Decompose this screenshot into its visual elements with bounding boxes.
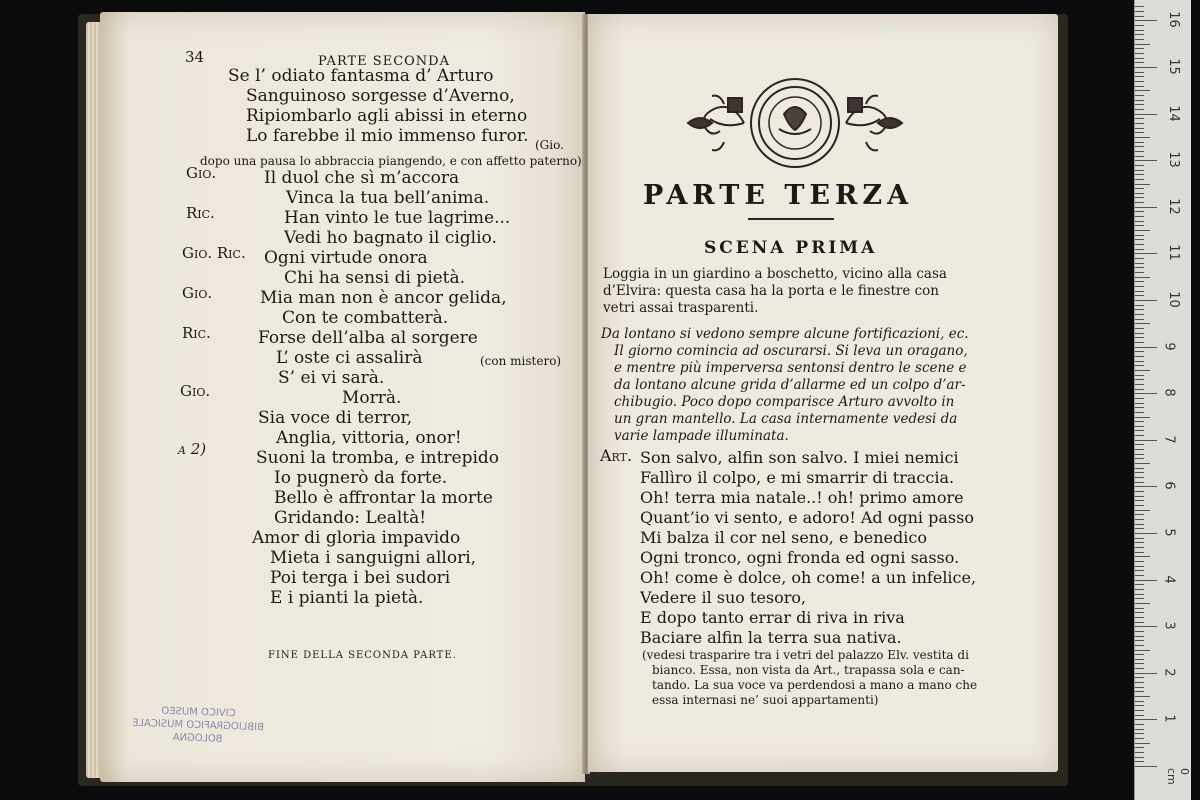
ruler-tick [1135,151,1144,152]
ruler-tick [1135,286,1144,287]
ruler-tick [1135,179,1144,180]
ruler-tick [1135,347,1157,348]
ruler-tick [1135,95,1144,96]
stage-direction: dopo una pausa lo abbraccia piangendo, e con affetto paterno) [200,154,582,168]
ruler-tick [1135,11,1144,12]
ruler-tick [1135,673,1157,674]
direction-line: varie lampade illuminata. [614,428,789,444]
ruler-tick [1135,100,1144,101]
part-end-note: FINE DELLA SECONDA PARTE. [268,650,457,661]
ruler-tick [1135,766,1157,767]
ruler-tick [1135,39,1144,40]
ruler-tick [1135,701,1144,702]
ruler-tick [1135,584,1144,585]
ruler-tick [1135,202,1144,203]
ruler-tick [1135,393,1157,394]
ruler-tick [1135,435,1144,436]
verse-line: Poi terga i bei sudori [270,568,451,588]
ruler-tick [1135,263,1144,264]
stamp-line: CIVICO MUSEO [161,705,236,720]
ruler-tick [1135,323,1150,324]
setting-line: vetri assai trasparenti. [603,300,759,316]
ruler-tick [1135,291,1144,292]
verse-line: Quant’io vi sento, e adoro! Ad ogni passo [640,508,974,527]
verse-line: Oh! terra mia natale..! oh! primo amore [640,488,964,507]
ruler-tick [1135,104,1144,105]
ruler-tick [1135,230,1150,231]
scene-heading: SCENA PRIMA [704,238,878,258]
verse-line: Sia voce di terror, [258,408,413,428]
ruler-tick [1135,449,1144,450]
ruler-tick [1135,524,1144,525]
ruler-tick [1135,528,1144,529]
ruler-tick [1135,53,1144,54]
ruler-tick [1135,25,1144,26]
ruler-tick [1135,6,1144,7]
ruler-tick [1135,365,1144,366]
ruler-tick [1135,319,1144,320]
ruler-tick [1135,603,1150,604]
ruler-tick [1135,486,1157,487]
ruler-tick [1135,16,1144,17]
title-rule [748,218,834,220]
ruler-number: 7 [1161,435,1177,444]
ruler-tick [1135,617,1144,618]
ruler-tick [1135,403,1144,404]
ruler-tick [1135,67,1157,68]
measuring-ruler [1134,0,1191,800]
verse-line: Vedere il suo tesoro, [640,588,807,607]
ruler-tick [1135,267,1144,268]
ruler-tick [1135,356,1144,357]
ruler-number: 11 [1165,244,1181,262]
ruler-tick [1135,430,1144,431]
ruler-tick [1135,533,1157,534]
ruler-tick [1135,724,1144,725]
ruler-tick [1135,626,1157,627]
ruler-tick [1135,631,1144,632]
ruler-tick [1135,561,1144,562]
speaker-label: Gio. [182,284,213,302]
ruler-tick [1135,370,1150,371]
ruler-tick [1135,398,1144,399]
verse-line: Forse dell’alba al sorgere [258,328,478,348]
direction-line: essa internasi ne’ suoi appartamenti) [652,693,879,707]
stamp-line: BOLOGNA [172,732,223,745]
ruler-tick [1135,221,1144,222]
direction-line: chibugio. Poco dopo comparisce Arturo avvolto in [614,394,955,410]
stage-direction: (con mistero) [480,354,562,368]
verse-line: Con te combatterà. [282,308,449,328]
ruler-tick [1135,659,1144,660]
ruler-tick [1135,458,1144,459]
ruler-tick [1135,333,1144,334]
ruler-number: 9 [1161,341,1177,351]
ruler-tick [1135,314,1144,315]
ruler-tick [1135,123,1144,124]
verse-line: Son salvo, alfin son salvo. I miei nemici [640,448,959,467]
ruler-tick [1135,719,1157,720]
ruler-tick [1135,654,1144,655]
speaker-label: Gio. [180,382,211,400]
ruler-tick [1135,505,1144,506]
verse-line: Suoni la tromba, e intrepido [256,448,500,468]
ruler-tick [1135,160,1157,161]
ruler-tick [1135,417,1150,418]
ruler-tick [1135,389,1144,390]
ruler-tick [1135,612,1144,613]
verse-line: Vedi ho bagnato il ciglio. [284,228,497,248]
ruler-number: 14 [1165,104,1181,122]
direction-line: tando. La sua voce va perdendosi a mano a mano che [652,678,978,692]
ruler-number: 2 [1161,668,1177,677]
ruler-tick [1135,351,1144,352]
speaker-label: Ric. [182,324,211,342]
verse-line: Ripiombarlo agli abissi in eterno [246,106,528,126]
ruler-tick [1135,90,1150,91]
ruler-tick [1135,510,1150,511]
ruler-tick [1135,705,1144,706]
ruler-number: 6 [1161,481,1177,491]
ruler-tick [1135,132,1144,133]
setting-line: Loggia in un giardino a boschetto, vicino alla casa [603,266,947,282]
ruler-tick [1135,468,1144,469]
ruler-tick [1135,752,1144,753]
ruler-tick [1135,598,1144,599]
stage-direction: (Gio. [535,138,564,152]
verse-line: Lo farebbe il mio immenso furor. [246,126,529,146]
ruler-number: 10 [1165,291,1181,308]
ruler-number: 8 [1161,388,1177,397]
ruler-tick [1135,337,1144,338]
ruler-number: 13 [1165,151,1181,168]
ruler-tick [1135,761,1144,762]
ruler-tick [1135,757,1144,758]
stamp-line: BIBLIOGRAFICO MUSICALE [131,717,265,734]
ruler-tick [1135,193,1144,194]
ruler-tick [1135,156,1144,157]
direction-line: bianco. Essa, non vista da Art., trapassa sola e can- [652,663,965,677]
ruler-tick [1135,272,1144,273]
verse-line: Morrà. [342,388,402,408]
speaker-label: Gio. Ric. [182,244,246,262]
ruler-tick [1135,361,1144,362]
direction-line: Da lontano si vedono sempre alcune fortificazioni, ec. [601,326,969,342]
ruler-tick [1135,691,1144,692]
verse-line: Sanguinoso sorgesse d’Averno, [246,86,515,106]
ruler-tick [1135,109,1144,110]
ruler-tick [1135,72,1144,73]
setting-line: d’Elvira: questa casa ha la porta e le finestre con [603,283,940,299]
ruler-tick [1135,225,1144,226]
verse-line: Oh! come è dolce, oh come! a un infelice, [640,568,977,587]
ruler-tick [1135,743,1150,744]
ruler-tick [1135,300,1157,301]
ruler-tick [1135,342,1144,343]
part-title: PARTE TERZA [643,180,914,211]
verse-line: Mia man non è ancor gelida, [260,288,507,308]
ruler-tick [1135,277,1150,278]
direction-line: (vedesi trasparire tra i vetri del palazzo Elv. vestita di [642,648,969,662]
ruler-tick [1135,146,1144,147]
ruler-tick [1135,738,1144,739]
ruler-tick [1135,677,1144,678]
speaker-label: a 2) [178,440,207,458]
ruler-tick [1135,253,1157,254]
direction-line: Il giorno comincia ad oscurarsi. Si leva un oragano, [614,343,968,359]
ruler-tick [1135,258,1144,259]
ruler-tick [1135,622,1144,623]
ruler-tick [1135,188,1144,189]
ruler-tick [1135,687,1144,688]
ruler-tick [1135,575,1144,576]
ruler-tick [1135,566,1144,567]
ruler-tick [1135,500,1144,501]
ruler-tick [1135,58,1144,59]
direction-line: da lontano alcune grida d’allarme ed un colpo d’ar- [614,377,966,393]
ruler-tick [1135,211,1144,212]
ruler-number: 15 [1165,58,1181,75]
verse-line: Ogni tronco, ogni fronda ed ogni sasso. [640,548,960,567]
ruler-tick [1135,407,1144,408]
verse-line: Mi balza il cor nel seno, e benedico [640,528,927,547]
ruler-tick [1135,747,1144,748]
ruler-tick [1135,710,1144,711]
ruler-tick [1135,514,1144,515]
ruler-unit-label: 0 cm [1165,768,1191,785]
ruler-tick [1135,249,1144,250]
ruler-tick [1135,142,1144,143]
verse-line: Chi ha sensi di pietà. [284,268,466,288]
ruler-tick [1135,281,1144,282]
ruler-tick [1135,454,1144,455]
ruler-tick [1135,137,1150,138]
ruler-tick [1135,519,1144,520]
ruler-number: 4 [1161,574,1177,584]
ruler-tick [1135,426,1144,427]
speaker-label: Art. [600,446,633,465]
ruler-tick [1135,715,1144,716]
ruler-tick [1135,472,1144,473]
ruler-tick [1135,663,1144,664]
ruler-tick [1135,328,1144,329]
verse-line: Ogni virtude onora [264,248,428,268]
ruler-tick [1135,170,1144,171]
ruler-tick [1135,197,1144,198]
ruler-tick [1135,216,1144,217]
ruler-tick [1135,309,1144,310]
ruler-tick [1135,76,1144,77]
ruler-tick [1135,375,1144,376]
page-number: 34 [185,48,205,66]
verse-line: E dopo tanto errar di riva in riva [640,608,905,627]
ruler-tick [1135,305,1144,306]
ruler-tick [1135,547,1144,548]
ruler-tick [1135,184,1150,185]
ruler-tick [1135,81,1144,82]
ruler-number: 12 [1165,198,1181,215]
speaker-label: Gio. [186,164,217,182]
ruler-tick [1135,729,1144,730]
verse-line: Amor di gloria impavido [252,528,461,548]
ruler-tick [1135,207,1157,208]
ruler-tick [1135,62,1144,63]
verse-line: Gridando: Lealtà! [274,508,427,528]
ruler-tick [1135,30,1144,31]
ruler-tick [1135,128,1144,129]
ruler-number: 5 [1161,528,1177,537]
ruler-tick [1135,645,1144,646]
ruler-tick [1135,668,1144,669]
ruler-tick [1135,235,1144,236]
ruler-tick [1135,412,1144,413]
ruler-tick [1135,174,1144,175]
ruler-tick [1135,384,1144,385]
ruler-tick [1135,640,1144,641]
verse-line: Han vinto le tue lagrime... [284,208,511,228]
ruler-tick [1135,118,1144,119]
ruler-tick [1135,496,1144,497]
direction-line: un gran mantello. La casa internamente vedesi da [614,411,958,427]
speaker-label: Ric. [186,204,215,222]
ruler-tick [1135,421,1144,422]
verse-line: L’ oste ci assalirà [276,348,423,368]
ruler-tick [1135,733,1144,734]
ruler-tick [1135,86,1144,87]
ruler-tick [1135,444,1144,445]
ruler-tick [1135,463,1150,464]
ornament-icon [684,74,906,172]
ruler-tick [1135,594,1144,595]
ruler-tick [1135,114,1157,115]
ruler-tick [1135,48,1144,49]
ruler-tick [1135,20,1157,21]
ruler-tick [1135,608,1144,609]
verse-line: Vinca la tua bell’anima. [286,188,490,208]
ruler-tick [1135,482,1144,483]
verse-line: Anglia, vittoria, onor! [276,428,462,448]
ruler-tick [1135,580,1157,581]
ruler-tick [1135,570,1144,571]
ruler-tick [1135,295,1144,296]
verse-line: Il duol che sì m’accora [264,168,460,188]
ruler-tick [1135,556,1150,557]
ruler-tick [1135,477,1144,478]
verse-line: Io pugnerò da forte. [274,468,448,488]
ruler-tick [1135,682,1144,683]
ruler-tick [1135,542,1144,543]
ruler-tick [1135,538,1144,539]
ruler-tick [1135,379,1144,380]
ruler-tick [1135,165,1144,166]
ruler-tick [1135,650,1150,651]
direction-line: e mentre più imperversa sentonsi dentro le scene e [614,360,967,376]
ruler-tick [1135,34,1144,35]
verse-line: Se l’ odiato fantasma d’ Arturo [228,66,494,86]
ruler-tick [1135,636,1144,637]
verse-line: E i pianti la pietà. [270,588,424,608]
ruler-tick [1135,244,1144,245]
verse-line: Fallìro il colpo, e mi smarrir di traccia. [640,468,955,487]
verse-line: Baciare alfin la terra sua nativa. [640,628,902,647]
ruler-tick [1135,440,1157,441]
ruler-tick [1135,589,1144,590]
ruler-number: 16 [1165,11,1181,29]
ruler-tick [1135,696,1150,697]
verse-line: S’ ei vi sarà. [278,368,385,388]
verse-line: Bello è affrontar la morte [274,488,493,508]
ruler-tick [1135,491,1144,492]
ruler-tick [1135,552,1144,553]
verse-line: Mieta i sanguigni allori, [270,548,477,568]
ruler-number: 3 [1161,621,1177,630]
running-header: PARTE SECONDA [318,54,450,69]
ruler-tick [1135,239,1144,240]
ruler-tick [1135,44,1150,45]
ruler-number: 1 [1161,714,1177,724]
library-stamp [127,704,268,748]
